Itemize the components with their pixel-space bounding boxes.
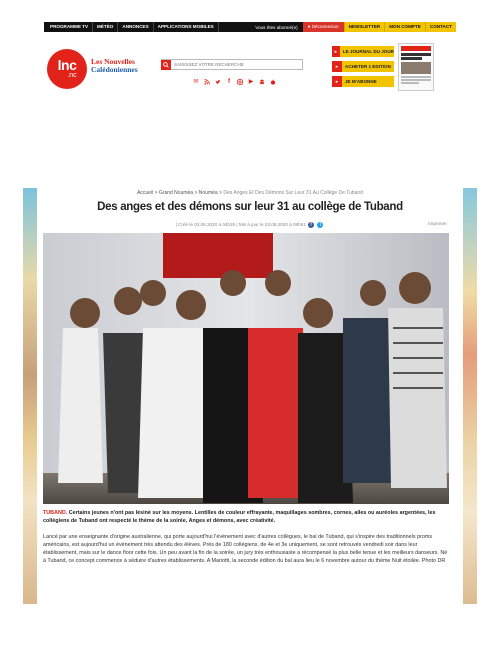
article-body: Lancé par une enseignante d'origine australienne, qui porte aujourd'hui l'évènement avec d'autres collègues, le bal de Tuband, qui s'inspire des traditionnels proms américains, est aujourd'hui un évènement très attendu des élèves. Près de 180 collégiens, de 4e et 3e uniquement, se sont retrouvés vendredi soir dans leur établissement, mais sur le dance floor cette fois. Un peu avant la fin de la soirée, un jury très enthousiaste a récompensé la plus belle tenue et les meilleurs danseurs. Né à Tuband, ce concept commence à séduire d'autres établissements. A Mariotti, la seconde édition du bal aura lieu le 6 novembre autour du thème Nuit étoilée. Photo DR: [43, 534, 448, 564]
cover-masthead: [401, 46, 431, 51]
logo-line-2: Calédoniennes: [91, 65, 138, 74]
breadcrumb-noumea[interactable]: Nouméa: [198, 190, 218, 196]
android-icon[interactable]: [259, 79, 265, 85]
facebook-icon[interactable]: f: [228, 79, 230, 85]
logo-lnc: lnc: [57, 57, 77, 73]
youtube-icon[interactable]: ▶: [248, 79, 254, 85]
top-right: [250, 22, 456, 32]
newsletter-link[interactable]: NEWSLETTER: [344, 22, 385, 32]
logout-button[interactable]: [303, 22, 344, 32]
instagram-icon[interactable]: [237, 79, 243, 85]
arrow-icon: ▸: [332, 61, 342, 72]
search-bar: [161, 59, 303, 70]
cover-photo: [401, 62, 431, 74]
arrow-icon: ▸: [332, 46, 340, 57]
logout-label: Déconnexion: [311, 24, 339, 29]
article-title: Des anges et des démons sur leur 31 au collège de Tuband: [97, 201, 403, 213]
cta-label: ACHETER 1 EDITION: [345, 64, 391, 69]
breadcrumb-grand-noumea[interactable]: Grand Nouméa: [158, 190, 194, 196]
article-lead: [43, 509, 449, 525]
top-bar: [44, 22, 456, 32]
abonnement-button[interactable]: [332, 76, 394, 87]
breadcrumb: Accueil > Grand Nouméa > Nouméa > Des Anges Et Des Démons Sur Leur 31 Au Collège De Tuband: [137, 190, 363, 196]
site-logo[interactable]: [47, 49, 87, 89]
lead-text: Certains jeunes n'ont pas lésiné sur les moyens. Lentilles de couleur effrayante, maquillages sombres, cornes, ailes ou auréoles argentées, les collégiens de Tuband ont respecté le thème de la soirée, Anges et démons, avec créativité.: [43, 510, 436, 524]
cover-text-line: [401, 82, 419, 84]
newspaper-cover-thumbnail[interactable]: [398, 43, 434, 91]
rss-icon[interactable]: [204, 79, 210, 85]
print-link[interactable]: Imprimer: [428, 222, 447, 227]
logo-nc: .nc: [67, 72, 77, 79]
article-meta: [37, 222, 463, 228]
search-input[interactable]: [171, 60, 299, 69]
apple-icon[interactable]: [270, 79, 276, 85]
article-photo: [43, 233, 449, 504]
logo-line-1: Les Nouvelles: [91, 57, 135, 66]
cta-buttons: [332, 46, 394, 87]
twitter-icon[interactable]: [215, 79, 221, 85]
cta-label: JE M'ABONNE: [345, 79, 377, 84]
nav-meteo[interactable]: MÉTÉO: [93, 22, 118, 32]
arrow-icon: ▸: [332, 76, 342, 87]
facebook-share-icon[interactable]: f: [308, 222, 314, 228]
user-icon: ●: [307, 24, 312, 29]
search-icon[interactable]: [161, 60, 171, 70]
nav-annonces[interactable]: ANNONCES: [118, 22, 153, 32]
social-icons: [193, 79, 276, 85]
cover-text-line: [401, 79, 431, 81]
acheter-edition-button[interactable]: [332, 61, 394, 72]
breadcrumb-accueil[interactable]: Accueil: [137, 190, 154, 196]
article-dates: | Créé le 03.08.2020 à 04h25 | Mis à jour le 03.08.2020 à 08h51: [175, 222, 306, 228]
breadcrumb-current: Des Anges Et Des Démons Sur Leur 31 Au Collège De Tuband: [223, 190, 363, 196]
journal-du-jour-button[interactable]: [332, 46, 394, 57]
subscriber-status: Vous êtes abonné(e): [255, 24, 298, 30]
cover-text-line: [401, 76, 431, 78]
side-banner-left[interactable]: [23, 188, 37, 604]
cover-headline: [401, 53, 431, 56]
lead-place: TUBAND.: [43, 510, 68, 516]
logo-wordmark[interactable]: [91, 58, 138, 74]
cover-headline: [401, 57, 422, 60]
mon-compte-link[interactable]: MON COMPTE: [384, 22, 425, 32]
contact-link[interactable]: CONTACT: [425, 22, 456, 32]
nav-applications-mobiles[interactable]: APPLICATIONS MOBILES: [154, 22, 219, 32]
side-banner-right[interactable]: [463, 188, 477, 604]
twitter-share-icon[interactable]: t: [317, 222, 323, 228]
cta-label: LE JOURNAL DU JOUR: [342, 49, 394, 54]
top-nav: [44, 22, 219, 32]
nav-programme-tv[interactable]: PROGRAMME TV: [44, 22, 93, 32]
email-icon[interactable]: ✉: [193, 79, 199, 85]
